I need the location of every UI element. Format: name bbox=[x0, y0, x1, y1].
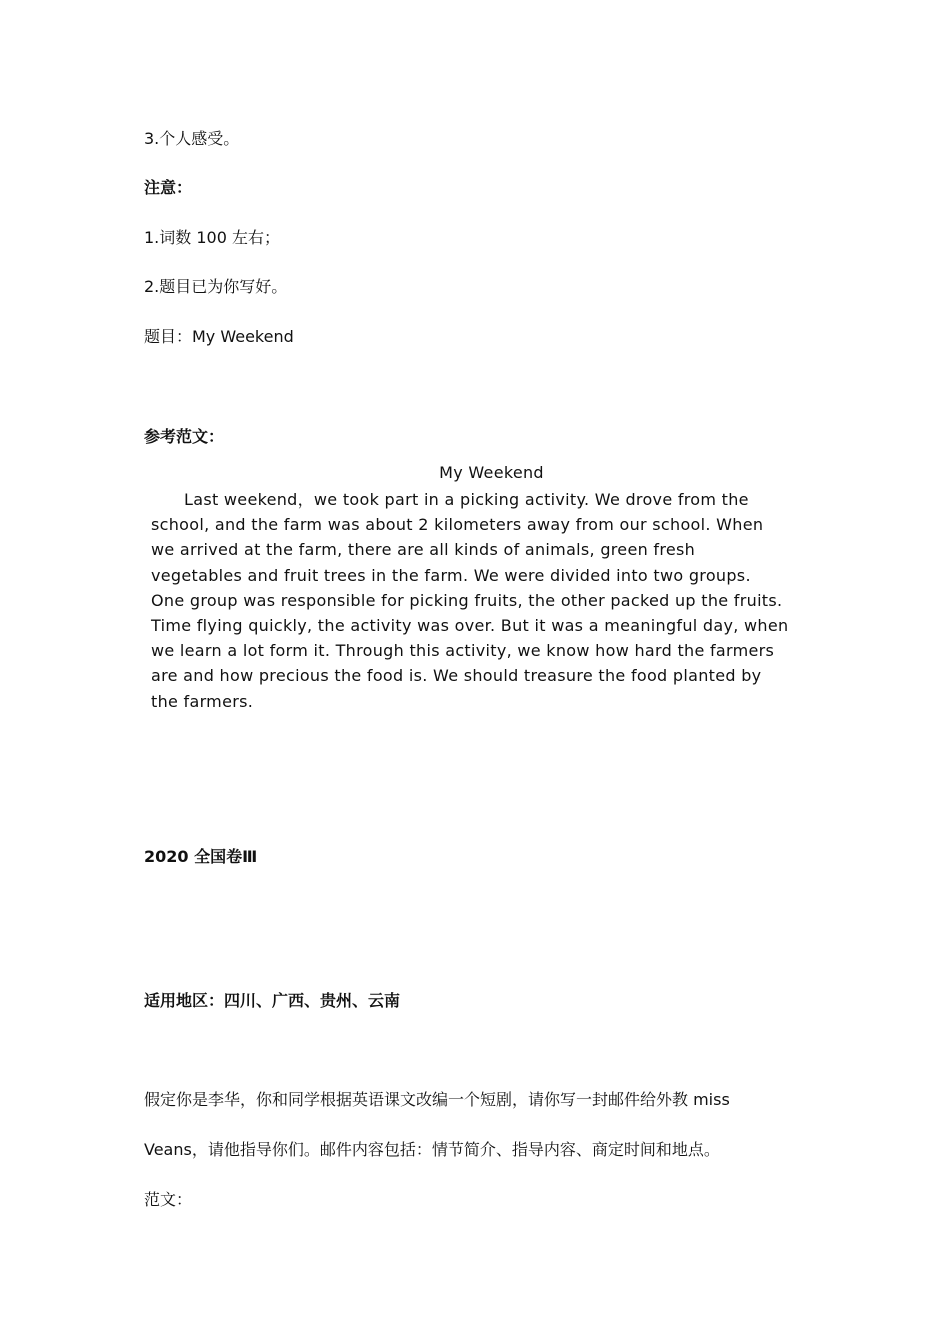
exam-title: 2020 全国卷Ⅲ bbox=[144, 847, 258, 866]
essay-line: vegetables and fruit trees in the farm. We were divided into two groups. bbox=[151, 565, 751, 585]
essay-line: Last weekend，we took part in a picking activity. We drove from the bbox=[184, 490, 749, 509]
essay-line: we arrived at the farm, there are all kinds of animals, green fresh bbox=[151, 540, 696, 560]
applicable-regions: 适用地区：四川、广西、贵州、云南 bbox=[144, 991, 401, 1010]
writing-prompt-line-1: 假定你是李华，你和同学根据英语课文改编一个短剧，请你写一封邮件给外教 miss bbox=[144, 1090, 730, 1109]
notice-title-given: 2.题目已为你写好。 bbox=[144, 277, 288, 296]
notice-word-count: 1.词数 100 左右； bbox=[144, 228, 280, 247]
sample-essay-heading: 参考范文： bbox=[144, 427, 225, 446]
notice-heading: 注意： bbox=[144, 178, 193, 197]
essay-line: the farmers. bbox=[151, 691, 254, 711]
essay-line: Time flying quickly, the activity was over. But it was a meaningful day, when bbox=[151, 616, 789, 636]
essay-body bbox=[151, 487, 811, 714]
sample-label: 范文： bbox=[144, 1190, 193, 1209]
essay-topic: 题目：My Weekend bbox=[144, 327, 294, 346]
essay-title: My Weekend bbox=[439, 463, 544, 482]
writing-prompt-line-2: Veans，请他指导你们。邮件内容包括：情节简介、指导内容、商定时间和地点。 bbox=[144, 1140, 720, 1159]
essay-line: school, and the farm was about 2 kilometers away from our school. When bbox=[151, 515, 764, 535]
essay-line: we learn a lot form it. Through this activity, we know how hard the farmers bbox=[151, 641, 775, 661]
essay-line: are and how precious the food is. We should treasure the food planted by bbox=[151, 666, 762, 686]
essay-line: One group was responsible for picking fruits, the other packed up the fruits. bbox=[151, 590, 783, 610]
requirement-item-feeling: 3.个人感受。 bbox=[144, 129, 240, 148]
